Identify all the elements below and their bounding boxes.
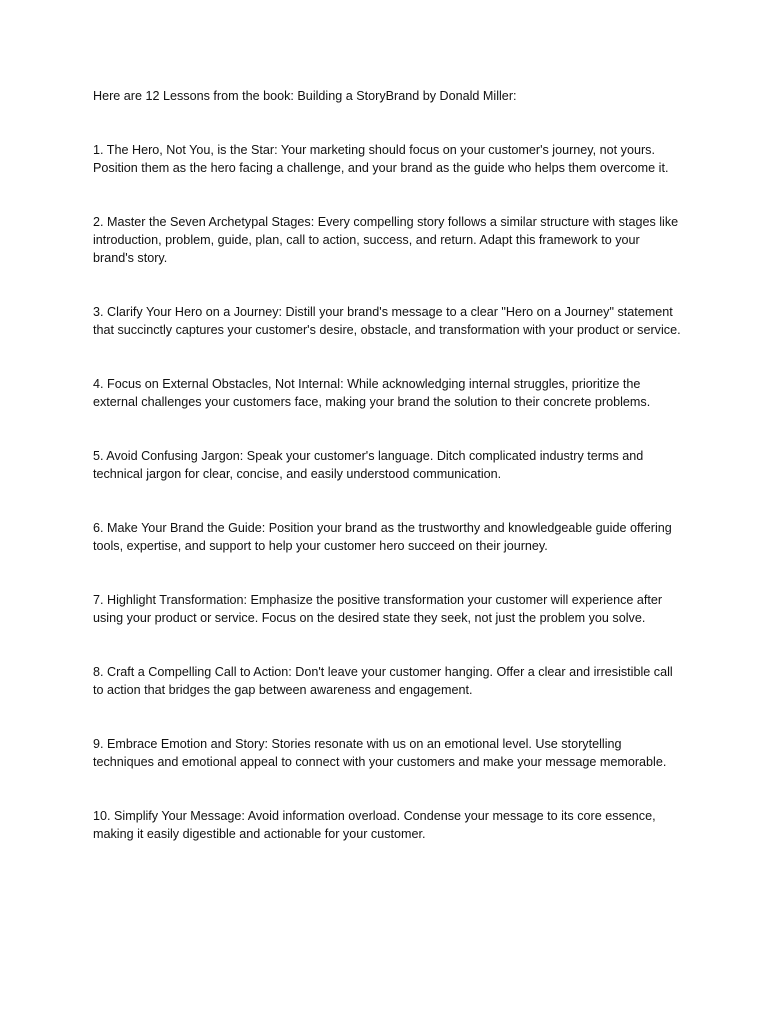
lesson-8: 8. Craft a Compelling Call to Action: Don't leave your customer hanging. Offer a clear and irresistible call to action that bridges the gap between awareness and engagement. xyxy=(93,665,673,697)
document-page xyxy=(93,87,683,879)
document-intro: Here are 12 Lessons from the book: Building a StoryBrand by Donald Miller: xyxy=(93,89,517,103)
lesson-4: 4. Focus on External Obstacles, Not Internal: While acknowledging internal struggles, prioritize the external challenges your customers face, making your brand the solution to their concrete problems. xyxy=(93,377,651,409)
lesson-6: 6. Make Your Brand the Guide: Position your brand as the trustworthy and knowledgeable guide offering tools, expertise, and support to help your customer hero succeed on their journey. xyxy=(93,521,672,553)
lesson-1: 1. The Hero, Not You, is the Star: Your marketing should focus on your customer's journey, not yours. Position them as the hero facing a challenge, and your brand as the guide who helps them overcome it. xyxy=(93,143,669,175)
lesson-2: 2. Master the Seven Archetypal Stages: Every compelling story follows a similar structure with stages like introduction, problem, guide, plan, call to action, success, and return. Adapt this framework to your brand's story. xyxy=(93,215,679,265)
lesson-5: 5. Avoid Confusing Jargon: Speak your customer's language. Ditch complicated industry terms and technical jargon for clear, concise, and easily understood communication. xyxy=(93,449,644,481)
lesson-7: 7. Highlight Transformation: Emphasize the positive transformation your customer will experience after using your product or service. Focus on the desired state they seek, not just the problem you solve. xyxy=(93,593,663,625)
lesson-10: 10. Simplify Your Message: Avoid information overload. Condense your message to its core essence, making it easily digestible and actionable for your customer. xyxy=(93,809,656,841)
lesson-3: 3. Clarify Your Hero on a Journey: Distill your brand's message to a clear "Hero on a Journey" statement that succinctly captures your customer's desire, obstacle, and transformation with your product or service. xyxy=(93,305,681,337)
lesson-9: 9. Embrace Emotion and Story: Stories resonate with us on an emotional level. Use storytelling techniques and emotional appeal to connect with your customers and make your message memorable. xyxy=(93,737,667,769)
